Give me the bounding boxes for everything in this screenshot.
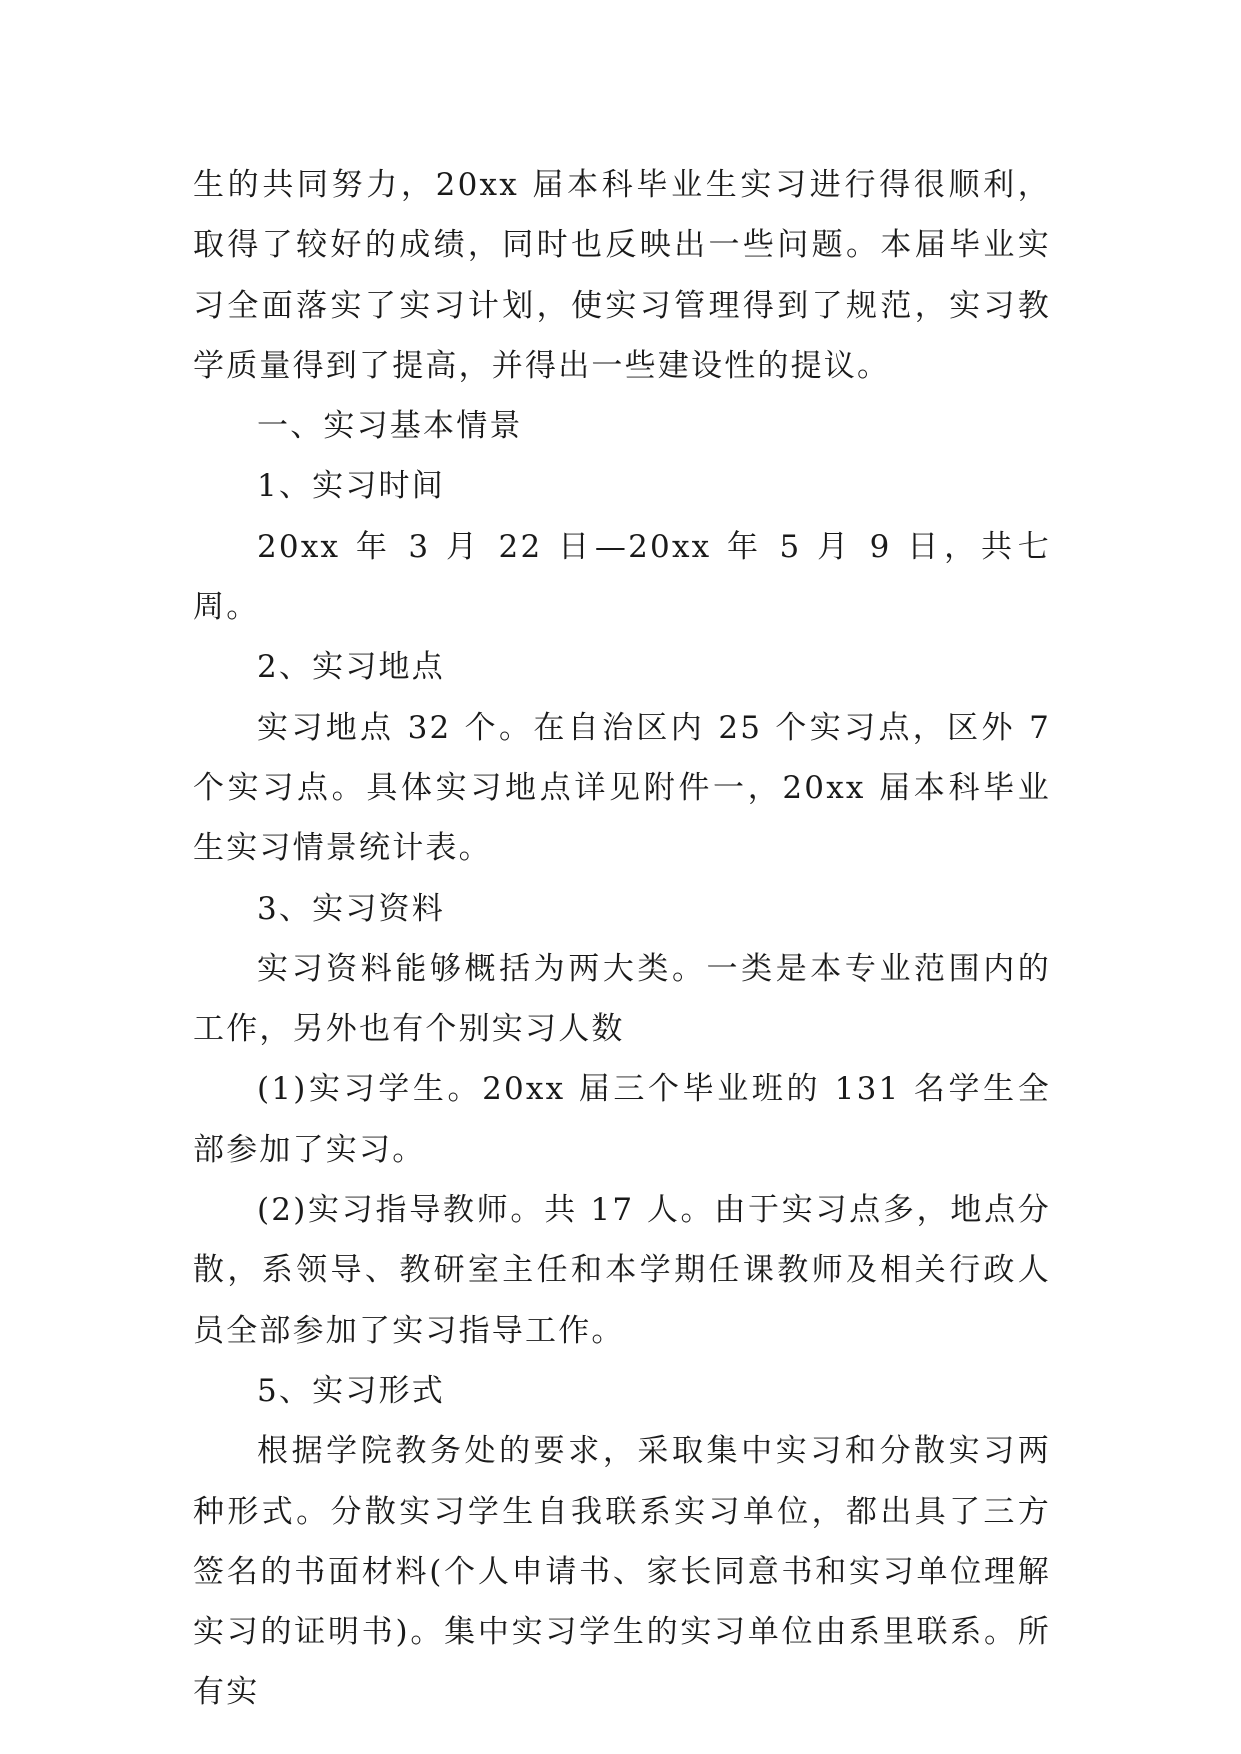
- section-heading-basic-situation: 一、实习基本情景: [257, 408, 523, 445]
- document-body: [193, 155, 1051, 1723]
- subheading-internship-materials: 3、实习资料: [257, 890, 445, 927]
- subheading-internship-form: 5、实习形式: [257, 1372, 445, 1409]
- subheading-internship-time: 1、实习时间: [257, 468, 445, 505]
- paragraph-internship-time: 20xx 年 3 月 22 日—20xx 年 5 月 9 日，共七周。: [193, 528, 1051, 626]
- paragraph-internship-teachers: (2)实习指导教师。共 17 人。由于实习点多，地点分散，系领导、教研室主任和本学期任课教师及相关行政人员全部参加了实习指导工作。: [193, 1192, 1051, 1349]
- paragraph-internship-materials: 实习资料能够概括为两大类。一类是本专业范围内的工作，另外也有个别实习人数: [193, 950, 1051, 1048]
- paragraph-internship-form: 根据学院教务处的要求，采取集中实习和分散实习两种形式。分散实习学生自我联系实习单位，都出具了三方签名的书面材料(个人申请书、家长同意书和实习单位理解实习的证明书)。集中实习学生的实习单位由系里联系。所有实: [193, 1433, 1051, 1711]
- paragraph-internship-students: (1)实习学生。20xx 届三个毕业班的 131 名学生全部参加了实习。: [193, 1071, 1051, 1168]
- paragraph-internship-location: 实习地点 32 个。在自治区内 25 个实习点，区外 7 个实习点。具体实习地点详见附件一，20xx 届本科毕业生实习情景统计表。: [193, 709, 1051, 867]
- paragraph-continuation: 生的共同努力，20xx 届本科毕业生实习进行得很顺利，取得了较好的成绩，同时也反映出一些问题。本届毕业实习全面落实了实习计划，使实习管理得到了规范，实习教学质量得到了提高，并得出一些建设性的提议。: [193, 167, 1051, 384]
- subheading-internship-location: 2、实习地点: [257, 649, 445, 686]
